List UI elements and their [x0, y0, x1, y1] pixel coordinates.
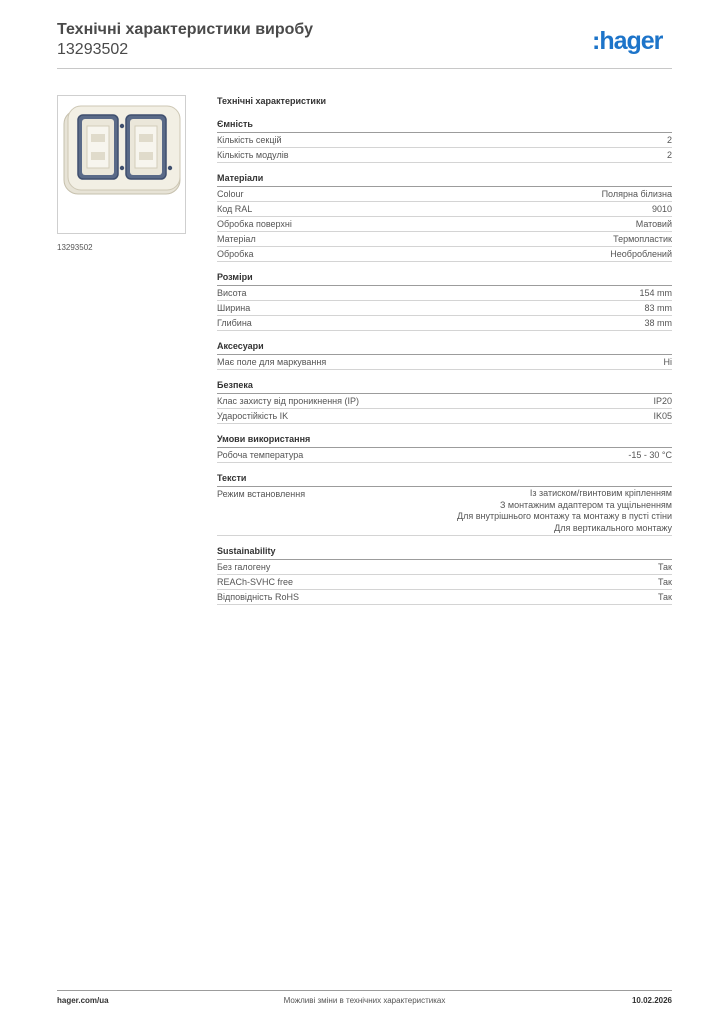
hager-logo-text: :hager	[592, 27, 663, 55]
product-code: 13293502	[57, 41, 129, 58]
spec-row	[217, 247, 672, 262]
spec-section	[217, 379, 672, 424]
spec-row	[217, 301, 672, 316]
spec-section-title: Ємність	[217, 118, 672, 133]
spec-value: Так	[657, 592, 672, 602]
spec-row	[217, 202, 672, 217]
spec-section-title: Аксесуари	[217, 340, 672, 355]
spec-row	[217, 187, 672, 202]
product-frame-illustration	[58, 96, 185, 233]
spec-value: Полярна білизна	[601, 189, 672, 199]
spec-row	[217, 148, 672, 163]
spec-label: Обробка поверхні	[217, 219, 292, 229]
spec-value: IP20	[653, 396, 672, 406]
specifications	[217, 95, 672, 614]
spec-section-title: Безпека	[217, 379, 672, 394]
document-header	[57, 20, 313, 60]
document-title: Технічні характеристики виробу	[57, 21, 313, 38]
spec-label: Клас захисту від проникнення (IP)	[217, 396, 360, 406]
spec-row	[217, 560, 672, 575]
spec-value: Ні	[663, 357, 672, 367]
spec-section	[217, 545, 672, 605]
spec-value: IK05	[653, 411, 672, 421]
spec-label: Кількість секцій	[217, 135, 282, 145]
specifications-heading: Технічні характеристики	[217, 96, 326, 106]
spec-row	[217, 217, 672, 232]
spec-section	[217, 118, 672, 163]
spec-section-title: Тексти	[217, 472, 672, 487]
spec-row	[217, 590, 672, 605]
spec-row	[217, 487, 672, 536]
hager-logo[interactable]	[592, 25, 674, 57]
spec-label: Ударостійкість IK	[217, 411, 289, 421]
spec-section-title: Sustainability	[217, 545, 672, 560]
spec-section	[217, 433, 672, 463]
spec-value: Необроблений	[610, 249, 672, 259]
spec-label: Режим встановлення	[217, 489, 306, 499]
footer-website-link[interactable]: hager.com/ua	[57, 996, 109, 1005]
spec-section-title: Матеріали	[217, 172, 672, 187]
spec-label: Обробка	[217, 249, 254, 259]
spec-row	[217, 133, 672, 148]
spec-value: Матовий	[635, 219, 672, 229]
spec-label: Має поле для маркування	[217, 357, 327, 367]
header-divider	[57, 68, 672, 69]
spec-section	[217, 340, 672, 370]
spec-value: -15 - 30 °C	[628, 450, 672, 460]
product-image	[57, 95, 186, 234]
spec-section-title: Розміри	[217, 271, 672, 286]
footer-disclaimer: Можливі зміни в технічних характеристиках	[283, 996, 446, 1005]
spec-label: Кількість модулів	[217, 150, 289, 160]
spec-row	[217, 355, 672, 370]
spec-label: Код RAL	[217, 204, 253, 214]
spec-row	[217, 575, 672, 590]
spec-label: Colour	[217, 189, 244, 199]
spec-label: REACh-SVHC free	[217, 577, 294, 587]
spec-value: Термопластик	[613, 234, 672, 244]
spec-section	[217, 472, 672, 536]
spec-label: Відповідність RoHS	[217, 592, 299, 602]
spec-value: 83 mm	[644, 303, 672, 313]
spec-row	[217, 316, 672, 331]
spec-label: Без галогену	[217, 562, 271, 572]
spec-row	[217, 409, 672, 424]
footer-divider	[57, 990, 672, 991]
spec-section	[217, 172, 672, 262]
spec-section-title: Умови використання	[217, 433, 672, 448]
product-image-caption: 13293502	[57, 243, 93, 252]
spec-row	[217, 394, 672, 409]
spec-label: Глибина	[217, 318, 252, 328]
footer-date: 10.02.2026	[631, 996, 672, 1005]
spec-row	[217, 448, 672, 463]
spec-value: 2	[666, 150, 672, 160]
spec-value: 2	[666, 135, 672, 145]
spec-label: Матеріал	[217, 234, 256, 244]
spec-value: Із затиском/гвинтовим кріпленням З монтажним адаптером та ущільненням Для внутрішнього монтажу та монтажу в пусті стіни Для вертикального монтажу	[456, 488, 672, 533]
spec-label: Робоча температура	[217, 450, 304, 460]
spec-value: 154 mm	[639, 288, 672, 298]
spec-value: 9010	[651, 204, 672, 214]
spec-value: Так	[657, 577, 672, 587]
spec-label: Висота	[217, 288, 247, 298]
spec-value: 38 mm	[644, 318, 672, 328]
spec-row	[217, 286, 672, 301]
spec-label: Ширина	[217, 303, 251, 313]
spec-section	[217, 271, 672, 331]
spec-row	[217, 232, 672, 247]
spec-value: Так	[657, 562, 672, 572]
